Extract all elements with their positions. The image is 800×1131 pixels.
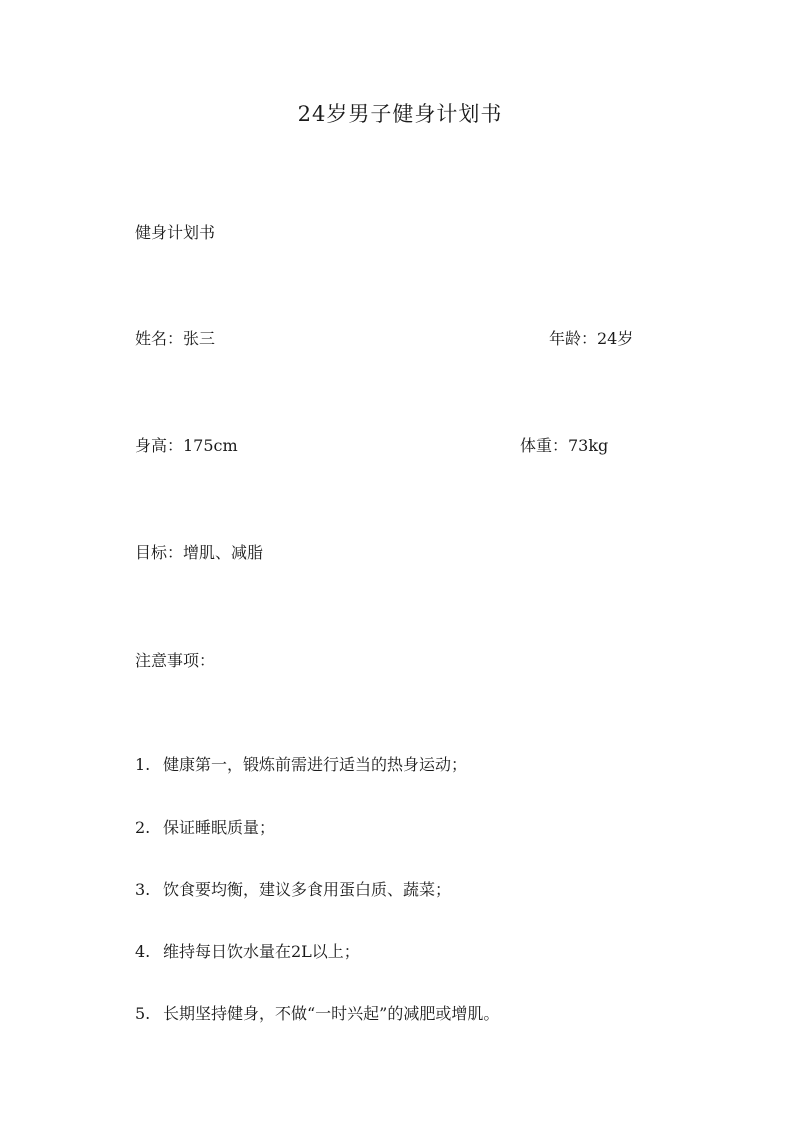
age-field: 年龄：24岁 bbox=[549, 329, 634, 348]
note-number: 5. bbox=[135, 1004, 151, 1023]
note-text: 维持每日饮水量在2L以上； bbox=[163, 942, 360, 961]
note-text: 长期坚持健身，不做“一时兴起”的减肥或增肌。 bbox=[163, 1004, 500, 1023]
note-text: 健康第一，锻炼前需进行适当的热身运动； bbox=[163, 755, 468, 774]
height-field: 身高：175cm bbox=[135, 436, 238, 455]
note-text: 保证睡眠质量； bbox=[163, 818, 276, 837]
note-number: 1. bbox=[135, 755, 151, 774]
goal-field: 目标：增肌、减脂 bbox=[135, 543, 264, 562]
weight-field: 体重：73kg bbox=[520, 436, 609, 455]
note-item bbox=[135, 877, 451, 900]
note-item bbox=[135, 939, 360, 962]
note-item bbox=[135, 752, 467, 775]
name-field: 姓名：张三 bbox=[135, 329, 216, 348]
note-number: 2. bbox=[135, 818, 151, 837]
plan-subtitle: 健身计划书 bbox=[135, 223, 216, 242]
note-number: 3. bbox=[135, 880, 151, 899]
document-title: 24岁男子健身计划书 bbox=[297, 102, 503, 126]
note-text: 饮食要均衡，建议多食用蛋白质、蔬菜； bbox=[163, 880, 452, 899]
note-item bbox=[135, 815, 275, 838]
notes-heading: 注意事项： bbox=[135, 651, 216, 670]
note-item bbox=[135, 1001, 499, 1024]
note-number: 4. bbox=[135, 942, 151, 961]
